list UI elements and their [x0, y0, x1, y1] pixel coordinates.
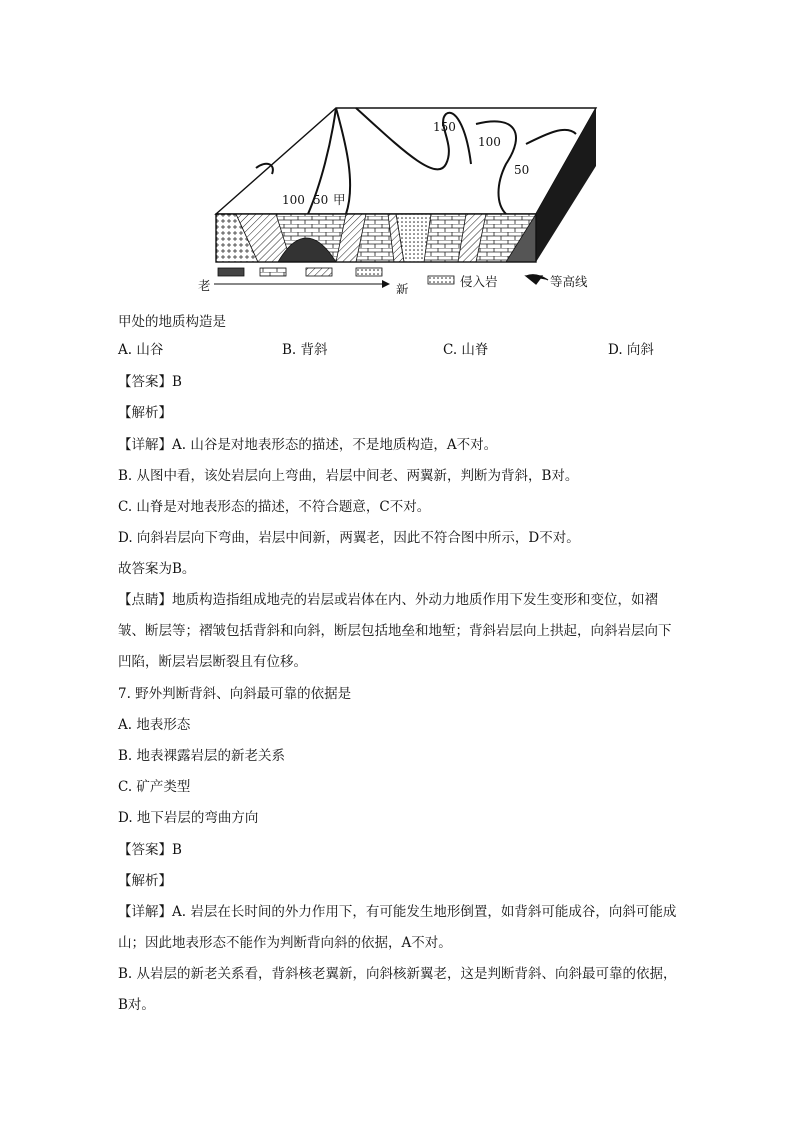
block-front-face: [216, 214, 536, 262]
block-top-surface: [216, 108, 596, 214]
q2-answer: 【答案】B: [118, 842, 182, 858]
q2-option-b: B. 地表裸露岩层的新老关系: [118, 748, 286, 764]
q1-option-b: B. 背斜: [282, 342, 328, 358]
q1-option-d: D. 向斜: [608, 342, 654, 358]
legend-new-label: 新: [396, 282, 409, 294]
q1-conclusion: 故答案为B。: [118, 561, 196, 577]
q1-option-c: C. 山脊: [443, 342, 489, 358]
q1-detail-b: B. 从图中看，该处岩层向上弯曲，岩层中间老、两翼新，判断为背斜，B对。: [118, 468, 579, 484]
q2-option-a: A. 地表形态: [118, 717, 191, 733]
q1-detail-a: 【详解】A. 山谷是对地表形态的描述，不是地质构造，A不对。: [118, 437, 498, 453]
legend-old-label: 老: [198, 278, 211, 293]
q1-option-a: A. 山谷: [118, 342, 164, 358]
contour-label: 50: [313, 193, 329, 207]
q1-analysis-label: 【解析】: [118, 405, 172, 421]
q2-option-c: C. 矿产类型: [118, 779, 191, 795]
legend-contour-label: 等高线: [550, 274, 588, 289]
contour-label: 100: [282, 193, 305, 207]
q1-stem: 甲处的地质构造是: [118, 314, 226, 330]
q1-answer: 【答案】B: [118, 374, 182, 390]
contour-label: 150: [433, 120, 456, 134]
q1-tip: 【点睛】地质构造指组成地壳的岩层或岩体在内、外动力地质作用下发生变形和变位，如褶皱、断层等；褶皱包括背斜和向斜，断层包括地垒和地堑；背斜岩层向上拱起，向斜岩层向下凹陷，断层岩层断裂且有位移。: [118, 592, 672, 670]
contour-label: 50: [514, 163, 530, 177]
point-label: 甲: [333, 192, 346, 207]
geologic-block-diagram: [196, 104, 606, 294]
legend: [198, 268, 588, 294]
q2-detail-b: B. 从岩层的新老关系看，背斜核老翼新，向斜核新翼老，这是判断背斜、向斜最可靠的依据，B对。: [118, 966, 677, 1013]
q2-stem: 7. 野外判断背斜、向斜最可靠的依据是: [118, 686, 352, 702]
q1-detail-d: D. 向斜岩层向下弯曲，岩层中间新，两翼老，因此不符合图中所示，D不对。: [118, 530, 580, 546]
legend-intrusive-label: 侵入岩: [460, 274, 498, 289]
contour-label: 100: [478, 135, 501, 149]
q1-detail-c: C. 山脊是对地表形态的描述，不符合题意，C不对。: [118, 499, 431, 515]
q2-detail-a: 【详解】A. 岩层在长时间的外力作用下，有可能发生地形倒置，如背斜可能成谷，向斜可能成山；因此地表形态不能作为判断背向斜的依据，A不对。: [118, 904, 677, 951]
q2-analysis-label: 【解析】: [118, 873, 172, 889]
q2-option-d: D. 地下岩层的弯曲方向: [118, 810, 259, 826]
